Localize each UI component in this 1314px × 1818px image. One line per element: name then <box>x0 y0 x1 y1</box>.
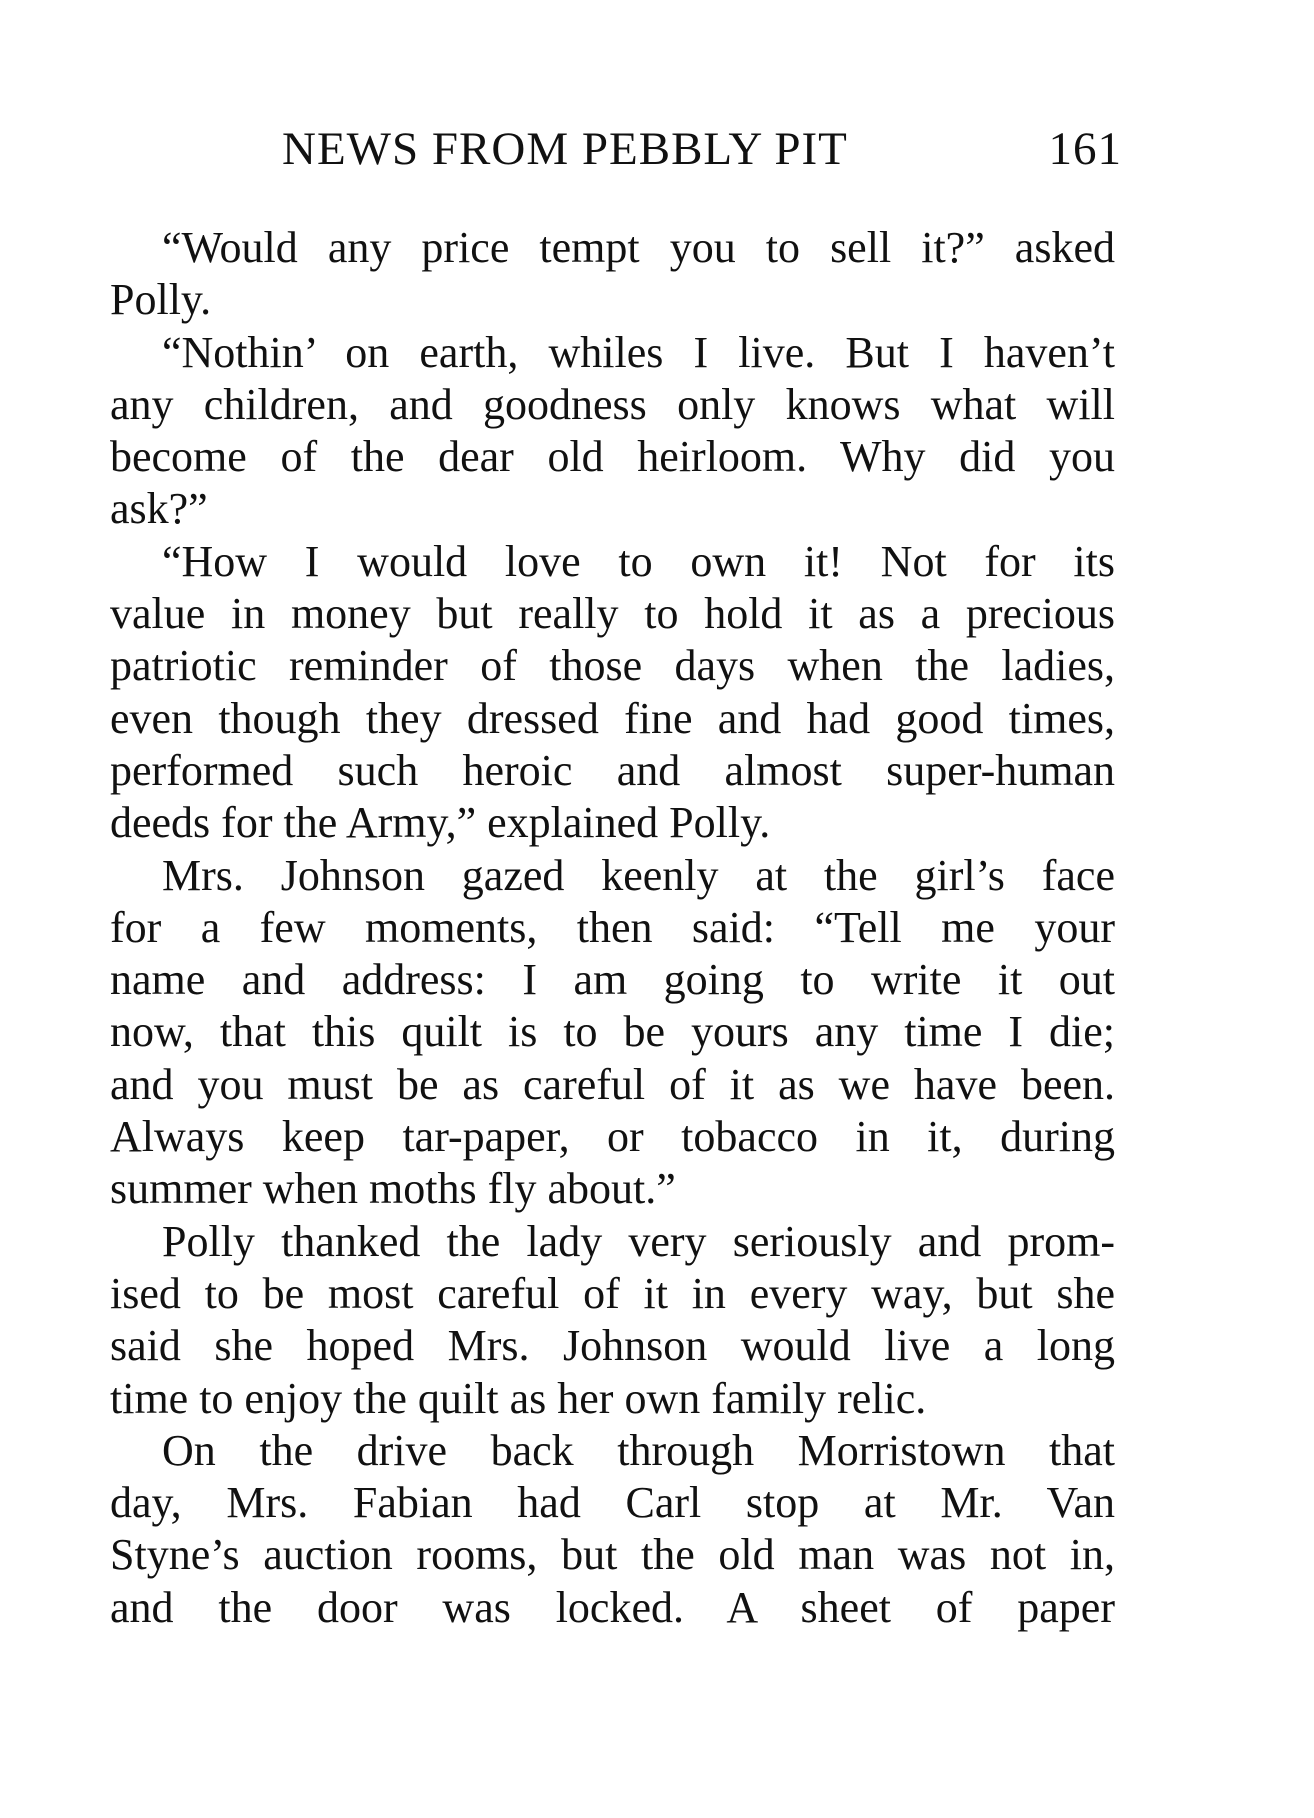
text-line: Polly. <box>110 275 212 325</box>
text-line: for a few moments, then said: “Tell me your <box>110 902 1115 952</box>
running-title: NEWS FROM PEBBLY PIT <box>282 123 848 175</box>
text-line: Always keep tar-paper, or tobacco in it, during <box>110 1112 1115 1162</box>
text-line: performed such heroic and almost super-human <box>110 745 1115 795</box>
text-line: and you must be as careful of it as we have been. <box>110 1059 1115 1109</box>
text-line: any children, and goodness only knows what will <box>110 379 1115 429</box>
text-line: Styne’s auction rooms, but the old man was not in, <box>110 1530 1115 1580</box>
body-text <box>110 222 1115 1634</box>
text-line: time to enjoy the quilt as her own family relic. <box>110 1373 927 1423</box>
text-line: “Would any price tempt you to sell it?” asked <box>162 223 1115 272</box>
page-number: 161 <box>1048 123 1122 175</box>
text-line: become of the dear old heirloom. Why did you <box>110 432 1115 482</box>
text-line: summer when moths fly about.” <box>110 1164 676 1214</box>
text-line: Polly thanked the lady very seriously and prom- <box>162 1216 1115 1266</box>
text-line: said she hoped Mrs. Johnson would live a long <box>110 1321 1115 1371</box>
page-header <box>282 122 1122 182</box>
text-line: and the door was locked. A sheet of paper <box>110 1582 1115 1632</box>
text-line: even though they dressed fine and had good times, <box>110 693 1115 743</box>
text-line: patriotic reminder of those days when the ladies, <box>110 641 1115 691</box>
text-line: “Nothin’ on earth, whiles I live. But I haven’t <box>162 327 1115 377</box>
text-line: day, Mrs. Fabian had Carl stop at Mr. Van <box>110 1478 1115 1528</box>
text-line: “How I would love to own it! Not for its <box>162 536 1115 586</box>
text-line: ask?” <box>110 484 208 534</box>
text-line: deeds for the Army,” explained Polly. <box>110 798 771 848</box>
text-line: Mrs. Johnson gazed keenly at the girl’s face <box>162 850 1115 900</box>
text-line: value in money but really to hold it as a precious <box>110 589 1115 639</box>
text-line: now, that this quilt is to be yours any time I die; <box>110 1007 1115 1057</box>
text-line: ised to be most careful of it in every way, but she <box>110 1268 1115 1318</box>
text-line: On the drive back through Morristown that <box>162 1425 1115 1475</box>
text-line: name and address: I am going to write it out <box>110 955 1115 1005</box>
